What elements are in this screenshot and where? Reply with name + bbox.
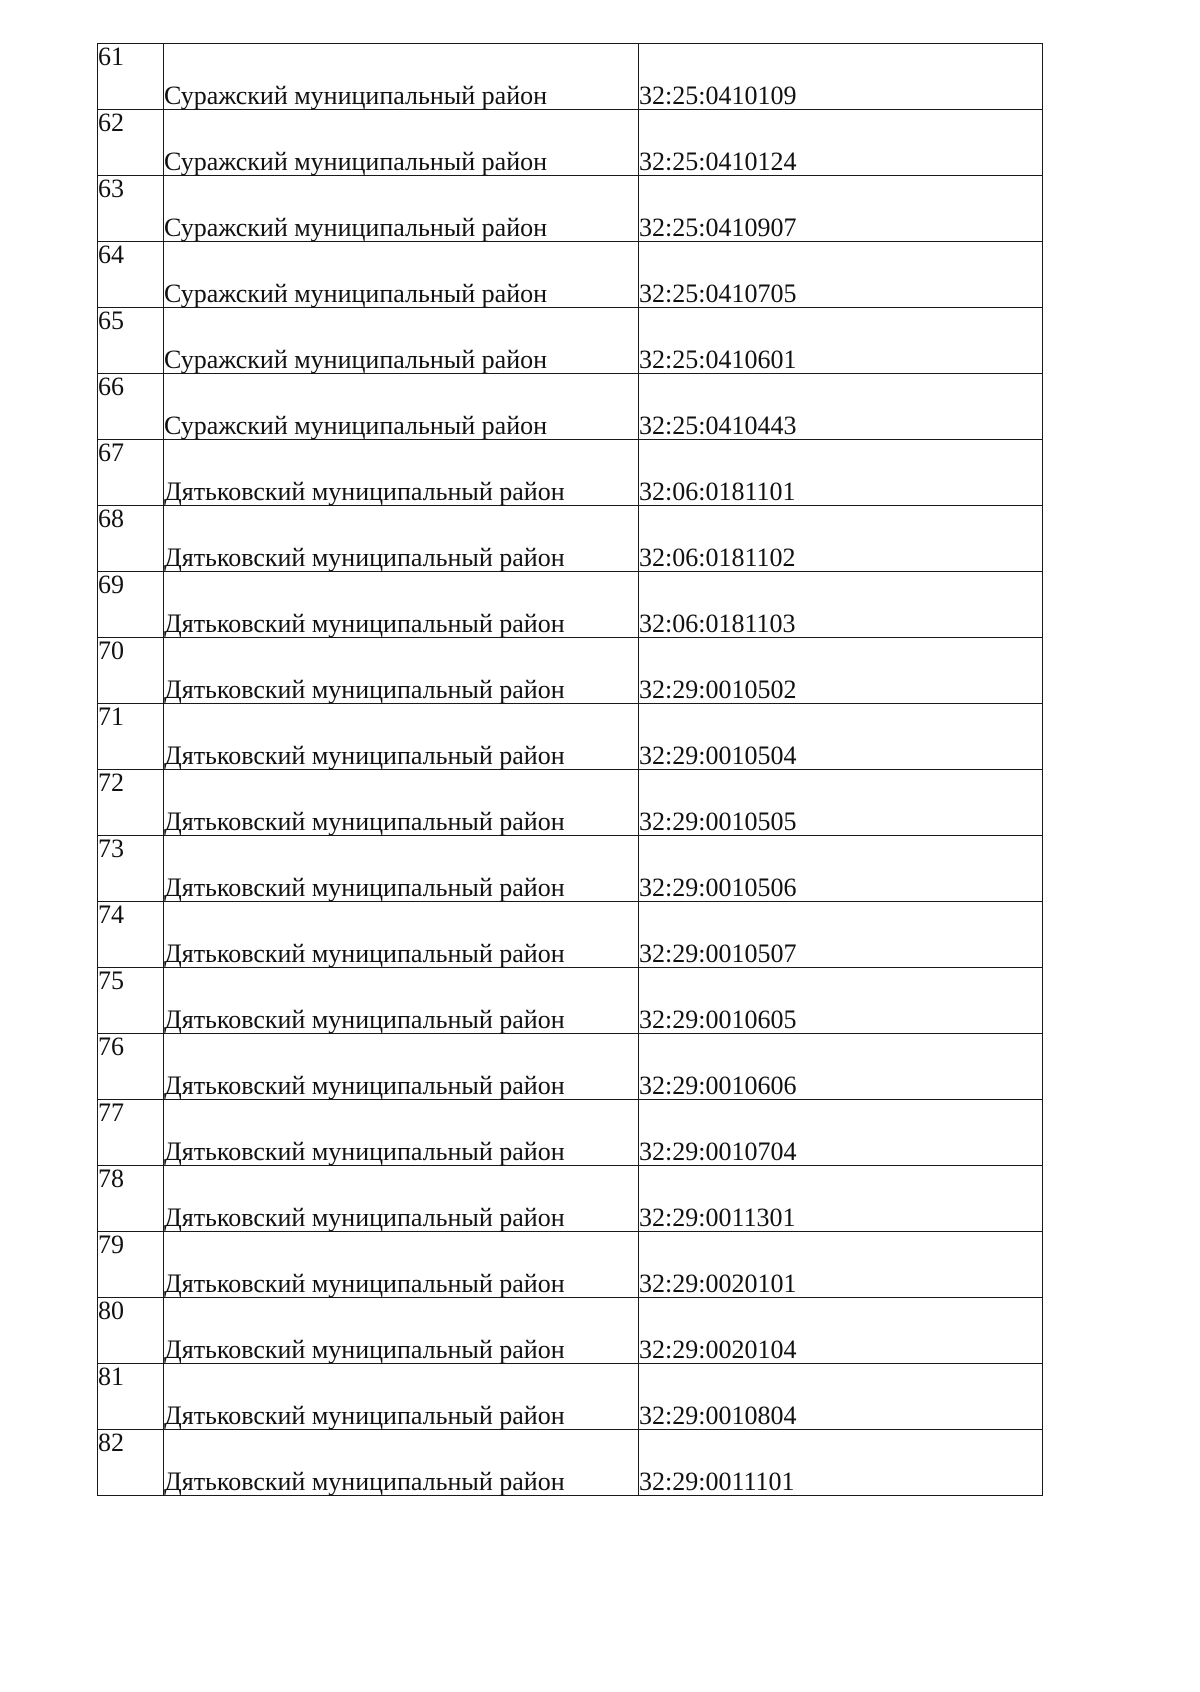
row-number: 63 (98, 176, 164, 242)
table-row (98, 1430, 1043, 1496)
table-row (98, 506, 1043, 572)
district-name: Дятьковский муниципальный район (164, 572, 639, 638)
cadastral-number: 32:25:0410907 (639, 176, 1043, 242)
cadastral-number: 32:29:0010504 (639, 704, 1043, 770)
district-name: Дятьковский муниципальный район (164, 902, 639, 968)
cadastral-number: 32:29:0010704 (639, 1100, 1043, 1166)
row-number: 80 (98, 1298, 164, 1364)
district-name: Суражский муниципальный район (164, 242, 639, 308)
row-number: 66 (98, 374, 164, 440)
district-name: Суражский муниципальный район (164, 110, 639, 176)
table-row (98, 1034, 1043, 1100)
cadastral-number: 32:29:0010804 (639, 1364, 1043, 1430)
row-number: 71 (98, 704, 164, 770)
table-row (98, 374, 1043, 440)
cadastral-number: 32:29:0010507 (639, 902, 1043, 968)
cadastral-number: 32:29:0010506 (639, 836, 1043, 902)
cadastral-number: 32:29:0010505 (639, 770, 1043, 836)
cadastral-number: 32:29:0020101 (639, 1232, 1043, 1298)
row-number: 65 (98, 308, 164, 374)
row-number: 73 (98, 836, 164, 902)
district-name: Дятьковский муниципальный район (164, 836, 639, 902)
cadastral-number: 32:29:0010502 (639, 638, 1043, 704)
district-name: Суражский муниципальный район (164, 374, 639, 440)
table-row (98, 1166, 1043, 1232)
district-name: Суражский муниципальный район (164, 44, 639, 110)
cadastral-number: 32:25:0410124 (639, 110, 1043, 176)
table-row (98, 176, 1043, 242)
cadastral-number: 32:29:0011301 (639, 1166, 1043, 1232)
cadastral-number: 32:29:0020104 (639, 1298, 1043, 1364)
row-number: 67 (98, 440, 164, 506)
table-row (98, 242, 1043, 308)
row-number: 72 (98, 770, 164, 836)
table-row (98, 770, 1043, 836)
district-name: Дятьковский муниципальный район (164, 1100, 639, 1166)
cadastral-number: 32:25:0410601 (639, 308, 1043, 374)
district-name: Дятьковский муниципальный район (164, 1430, 639, 1496)
cadastral-number: 32:06:0181102 (639, 506, 1043, 572)
cadastral-number: 32:25:0410109 (639, 44, 1043, 110)
cadastral-table (97, 43, 1043, 1496)
row-number: 82 (98, 1430, 164, 1496)
row-number: 64 (98, 242, 164, 308)
district-name: Дятьковский муниципальный район (164, 1232, 639, 1298)
cadastral-number: 32:25:0410705 (639, 242, 1043, 308)
row-number: 79 (98, 1232, 164, 1298)
table-row (98, 110, 1043, 176)
row-number: 69 (98, 572, 164, 638)
row-number: 78 (98, 1166, 164, 1232)
row-number: 61 (98, 44, 164, 110)
row-number: 75 (98, 968, 164, 1034)
row-number: 76 (98, 1034, 164, 1100)
cadastral-number: 32:29:0010605 (639, 968, 1043, 1034)
table-row (98, 1364, 1043, 1430)
row-number: 68 (98, 506, 164, 572)
row-number: 77 (98, 1100, 164, 1166)
cadastral-number: 32:29:0010606 (639, 1034, 1043, 1100)
row-number: 74 (98, 902, 164, 968)
cadastral-number: 32:06:0181101 (639, 440, 1043, 506)
row-number: 70 (98, 638, 164, 704)
district-name: Суражский муниципальный район (164, 308, 639, 374)
table-row (98, 440, 1043, 506)
district-name: Дятьковский муниципальный район (164, 770, 639, 836)
district-name: Дятьковский муниципальный район (164, 1298, 639, 1364)
table-row (98, 1232, 1043, 1298)
table-row (98, 572, 1043, 638)
cadastral-number: 32:06:0181103 (639, 572, 1043, 638)
table-row (98, 44, 1043, 110)
table-row (98, 308, 1043, 374)
district-name: Дятьковский муниципальный район (164, 1364, 639, 1430)
table-row (98, 1100, 1043, 1166)
table-row (98, 704, 1043, 770)
table-row (98, 1298, 1043, 1364)
table-row (98, 902, 1043, 968)
district-name: Дятьковский муниципальный район (164, 506, 639, 572)
table-row (98, 638, 1043, 704)
district-name: Дятьковский муниципальный район (164, 704, 639, 770)
district-name: Дятьковский муниципальный район (164, 440, 639, 506)
district-name: Дятьковский муниципальный район (164, 1166, 639, 1232)
district-name: Дятьковский муниципальный район (164, 638, 639, 704)
district-name: Дятьковский муниципальный район (164, 968, 639, 1034)
table-body (98, 44, 1043, 1496)
district-name: Дятьковский муниципальный район (164, 1034, 639, 1100)
district-name: Суражский муниципальный район (164, 176, 639, 242)
table-row (98, 968, 1043, 1034)
cadastral-number: 32:25:0410443 (639, 374, 1043, 440)
table-row (98, 836, 1043, 902)
row-number: 81 (98, 1364, 164, 1430)
row-number: 62 (98, 110, 164, 176)
cadastral-number: 32:29:0011101 (639, 1430, 1043, 1496)
